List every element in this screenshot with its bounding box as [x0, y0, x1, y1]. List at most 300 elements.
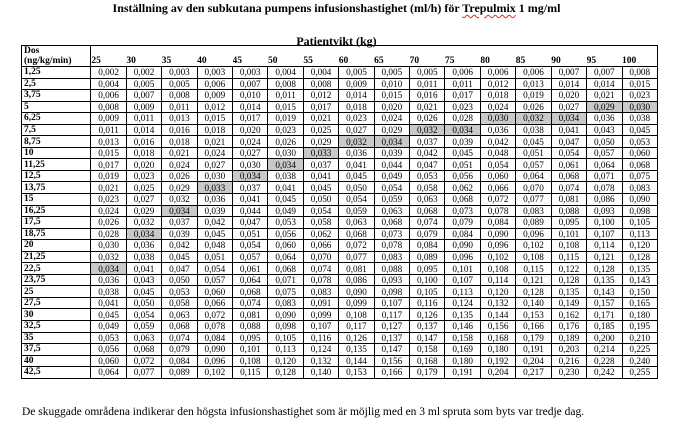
rate-cell: 0,005	[126, 78, 161, 90]
rate-cell: 0,135	[551, 286, 586, 298]
rate-cell: 0,210	[622, 332, 657, 344]
rate-cell: 0,023	[339, 113, 374, 125]
rate-cell: 0,098	[374, 286, 409, 298]
shaded-rate-cell: 0,029	[587, 101, 622, 113]
rate-cell: 0,072	[339, 240, 374, 252]
rate-cell: 0,018	[197, 124, 232, 136]
rate-cell: 0,150	[622, 286, 657, 298]
rate-cell: 0,128	[622, 251, 657, 263]
rate-cell: 0,003	[197, 67, 232, 79]
rate-cell: 0,068	[162, 321, 197, 333]
rate-cell: 0,135	[622, 263, 657, 275]
rate-cell: 0,043	[126, 274, 161, 286]
rate-cell: 0,051	[516, 147, 551, 159]
rate-cell: 0,014	[551, 78, 586, 90]
rate-cell: 0,068	[622, 159, 657, 171]
table-row	[22, 263, 658, 275]
rate-cell: 0,016	[126, 136, 161, 148]
rate-cell: 0,036	[197, 194, 232, 206]
rate-cell: 0,043	[587, 124, 622, 136]
rate-cell: 0,114	[480, 274, 515, 286]
dose-label-cell: 6,25	[22, 113, 91, 125]
rate-cell: 0,051	[197, 251, 232, 263]
rate-cell: 0,132	[303, 355, 338, 367]
rate-cell: 0,018	[339, 101, 374, 113]
rate-cell: 0,068	[445, 194, 480, 206]
rate-cell: 0,102	[480, 251, 515, 263]
rate-cell: 0,050	[162, 274, 197, 286]
rate-cell: 0,078	[480, 205, 515, 217]
rate-cell: 0,075	[268, 286, 303, 298]
rate-cell: 0,004	[268, 67, 303, 79]
rate-cell: 0,120	[268, 355, 303, 367]
rate-cell: 0,038	[516, 124, 551, 136]
rate-cell: 0,064	[91, 367, 126, 379]
rate-cell: 0,084	[162, 355, 197, 367]
rate-cell: 0,063	[374, 205, 409, 217]
rate-cell: 0,045	[268, 194, 303, 206]
rate-cell: 0,056	[91, 344, 126, 356]
rate-cell: 0,179	[516, 332, 551, 344]
rate-cell: 0,180	[445, 355, 480, 367]
shaded-rate-cell: 0,034	[551, 113, 586, 125]
rate-cell: 0,026	[410, 113, 445, 125]
rate-cell: 0,024	[197, 147, 232, 159]
rate-cell: 0,108	[480, 263, 515, 275]
rate-cell: 0,089	[410, 251, 445, 263]
rate-cell: 0,045	[622, 124, 657, 136]
rate-cell: 0,135	[445, 309, 480, 321]
rate-cell: 0,128	[551, 274, 586, 286]
rate-cell: 0,090	[445, 240, 480, 252]
header-row	[22, 46, 658, 67]
rate-cell: 0,107	[587, 228, 622, 240]
rate-cell: 0,012	[303, 90, 338, 102]
rate-cell: 0,058	[303, 217, 338, 229]
dose-label-cell: 13,75	[22, 182, 91, 194]
rate-cell: 0,189	[551, 332, 586, 344]
rate-cell: 0,030	[268, 147, 303, 159]
rate-cell: 0,075	[622, 170, 657, 182]
table-body	[22, 46, 658, 379]
dose-label-cell: 22,5	[22, 263, 91, 275]
weight-header-cell: 85	[516, 46, 551, 67]
rate-cell: 0,204	[480, 367, 515, 379]
rate-cell: 0,062	[445, 182, 480, 194]
rate-cell: 0,041	[551, 124, 586, 136]
rate-cell: 0,078	[587, 182, 622, 194]
rate-cell: 0,132	[480, 297, 515, 309]
weight-header-cell: 95	[587, 46, 622, 67]
rate-cell: 0,192	[480, 355, 515, 367]
rate-cell: 0,027	[339, 124, 374, 136]
rate-cell: 0,027	[126, 194, 161, 206]
rate-cell: 0,002	[91, 67, 126, 79]
rate-cell: 0,120	[480, 286, 515, 298]
table-row	[22, 240, 658, 252]
rate-cell: 0,078	[374, 240, 409, 252]
rate-cell: 0,020	[551, 90, 586, 102]
rate-cell: 0,066	[303, 240, 338, 252]
rate-cell: 0,083	[516, 205, 551, 217]
rate-cell: 0,036	[587, 113, 622, 125]
rate-cell: 0,135	[339, 344, 374, 356]
shaded-rate-cell: 0,030	[622, 101, 657, 113]
rate-cell: 0,108	[233, 355, 268, 367]
rate-cell: 0,084	[480, 217, 515, 229]
rate-cell: 0,096	[516, 228, 551, 240]
rate-cell: 0,090	[197, 344, 232, 356]
rate-cell: 0,050	[339, 182, 374, 194]
rate-cell: 0,058	[162, 297, 197, 309]
rate-cell: 0,025	[303, 124, 338, 136]
rate-cell: 0,228	[587, 355, 622, 367]
rate-cell: 0,037	[303, 159, 338, 171]
rate-cell: 0,073	[374, 228, 409, 240]
rate-cell: 0,054	[480, 159, 515, 171]
infusion-rate-table	[21, 45, 658, 379]
rate-cell: 0,008	[303, 78, 338, 90]
rate-cell: 0,006	[445, 67, 480, 79]
rate-cell: 0,083	[303, 286, 338, 298]
rate-cell: 0,072	[480, 194, 515, 206]
table-row	[22, 194, 658, 206]
rate-cell: 0,153	[339, 367, 374, 379]
rate-cell: 0,009	[197, 90, 232, 102]
rate-cell: 0,191	[516, 344, 551, 356]
rate-cell: 0,070	[516, 182, 551, 194]
rate-cell: 0,059	[126, 321, 161, 333]
rate-cell: 0,042	[197, 217, 232, 229]
rate-cell: 0,078	[197, 321, 232, 333]
rate-cell: 0,054	[233, 240, 268, 252]
rate-cell: 0,021	[197, 136, 232, 148]
rate-cell: 0,068	[268, 263, 303, 275]
rate-cell: 0,045	[339, 170, 374, 182]
rate-cell: 0,113	[445, 286, 480, 298]
rate-cell: 0,240	[622, 355, 657, 367]
rate-cell: 0,004	[91, 78, 126, 90]
rate-cell: 0,074	[303, 263, 338, 275]
rate-cell: 0,024	[233, 136, 268, 148]
rate-cell: 0,047	[233, 217, 268, 229]
shaded-rate-cell: 0,034	[91, 263, 126, 275]
dose-label-cell: 2,5	[22, 78, 91, 90]
rate-cell: 0,006	[480, 67, 515, 79]
rate-cell: 0,096	[197, 355, 232, 367]
dose-label-cell: 7,5	[22, 124, 91, 136]
weight-header-cell: 50	[268, 46, 303, 67]
weight-header-cell: 55	[303, 46, 338, 67]
title-prefix: Inställning av den subkutana pumpens infusionshastighet (ml/h) för	[112, 1, 463, 15]
rate-cell: 0,048	[197, 240, 232, 252]
rate-cell: 0,036	[126, 240, 161, 252]
table-row	[22, 101, 658, 113]
rate-cell: 0,089	[516, 217, 551, 229]
rate-cell: 0,200	[587, 332, 622, 344]
rate-cell: 0,018	[480, 90, 515, 102]
rate-cell: 0,156	[374, 355, 409, 367]
table-row	[22, 286, 658, 298]
rate-cell: 0,162	[551, 309, 586, 321]
rate-cell: 0,195	[622, 321, 657, 333]
rate-cell: 0,012	[480, 78, 515, 90]
rate-cell: 0,149	[551, 297, 586, 309]
rate-cell: 0,060	[480, 170, 515, 182]
rate-cell: 0,017	[303, 101, 338, 113]
table-row	[22, 182, 658, 194]
rate-cell: 0,029	[374, 124, 409, 136]
rate-cell: 0,068	[410, 205, 445, 217]
rate-cell: 0,116	[303, 332, 338, 344]
rate-cell: 0,045	[162, 251, 197, 263]
rate-cell: 0,066	[197, 297, 232, 309]
rate-cell: 0,015	[197, 113, 232, 125]
rate-cell: 0,019	[516, 90, 551, 102]
rate-cell: 0,179	[410, 367, 445, 379]
dose-label-cell: 15	[22, 194, 91, 206]
rate-cell: 0,004	[303, 67, 338, 79]
rate-cell: 0,135	[587, 274, 622, 286]
rate-cell: 0,016	[410, 90, 445, 102]
table-row	[22, 297, 658, 309]
rate-cell: 0,044	[233, 205, 268, 217]
rate-cell: 0,114	[587, 240, 622, 252]
rate-cell: 0,049	[374, 170, 409, 182]
rate-cell: 0,060	[622, 147, 657, 159]
rate-cell: 0,176	[551, 321, 586, 333]
dose-header-line2: (ng/kg/min)	[24, 56, 72, 66]
rate-cell: 0,023	[126, 170, 161, 182]
dose-label-cell: 10	[22, 147, 91, 159]
rate-cell: 0,054	[551, 147, 586, 159]
rate-cell: 0,185	[587, 321, 622, 333]
weight-header-cell: 35	[162, 46, 197, 67]
rate-cell: 0,088	[551, 205, 586, 217]
rate-cell: 0,073	[445, 205, 480, 217]
rate-cell: 0,120	[622, 240, 657, 252]
rate-cell: 0,095	[410, 263, 445, 275]
rate-cell: 0,168	[410, 355, 445, 367]
rate-cell: 0,115	[551, 251, 586, 263]
rate-cell: 0,045	[516, 136, 551, 148]
rate-cell: 0,077	[516, 194, 551, 206]
rate-cell: 0,117	[374, 309, 409, 321]
rate-cell: 0,008	[622, 67, 657, 79]
rate-cell: 0,029	[303, 136, 338, 148]
table-row	[22, 113, 658, 125]
rate-cell: 0,014	[126, 124, 161, 136]
rate-cell: 0,054	[339, 194, 374, 206]
rate-cell: 0,147	[374, 344, 409, 356]
rate-cell: 0,204	[516, 355, 551, 367]
rate-cell: 0,078	[303, 274, 338, 286]
rate-cell: 0,045	[126, 286, 161, 298]
rate-cell: 0,014	[587, 78, 622, 90]
rate-cell: 0,021	[410, 101, 445, 113]
rate-cell: 0,113	[622, 228, 657, 240]
rate-cell: 0,147	[410, 332, 445, 344]
rate-cell: 0,047	[162, 263, 197, 275]
rate-cell: 0,071	[587, 170, 622, 182]
rate-cell: 0,140	[516, 297, 551, 309]
rate-cell: 0,038	[91, 286, 126, 298]
rate-cell: 0,011	[268, 90, 303, 102]
rate-cell: 0,023	[91, 194, 126, 206]
rate-cell: 0,096	[445, 251, 480, 263]
rate-cell: 0,039	[197, 205, 232, 217]
rate-cell: 0,116	[410, 297, 445, 309]
rate-cell: 0,077	[126, 367, 161, 379]
weight-header-cell: 75	[445, 46, 480, 67]
rate-cell: 0,045	[303, 182, 338, 194]
rate-cell: 0,146	[445, 321, 480, 333]
rate-cell: 0,056	[268, 228, 303, 240]
rate-cell: 0,036	[339, 147, 374, 159]
rate-cell: 0,051	[233, 228, 268, 240]
dose-label-cell: 5	[22, 101, 91, 113]
rate-cell: 0,088	[374, 263, 409, 275]
document-title	[0, 1, 673, 16]
rate-cell: 0,101	[551, 228, 586, 240]
rate-cell: 0,020	[374, 101, 409, 113]
rate-cell: 0,016	[162, 124, 197, 136]
table-row	[22, 170, 658, 182]
rate-cell: 0,074	[162, 332, 197, 344]
rate-cell: 0,011	[445, 78, 480, 90]
rate-cell: 0,063	[339, 217, 374, 229]
rate-cell: 0,137	[410, 321, 445, 333]
rate-cell: 0,039	[374, 147, 409, 159]
rate-cell: 0,024	[480, 101, 515, 113]
rate-cell: 0,007	[233, 78, 268, 90]
rate-cell: 0,012	[197, 101, 232, 113]
rate-cell: 0,102	[197, 367, 232, 379]
rate-cell: 0,086	[339, 274, 374, 286]
rate-cell: 0,041	[268, 182, 303, 194]
rate-cell: 0,203	[551, 344, 586, 356]
rate-cell: 0,019	[91, 170, 126, 182]
rate-cell: 0,090	[268, 309, 303, 321]
rate-cell: 0,108	[339, 309, 374, 321]
rate-cell: 0,128	[516, 286, 551, 298]
rate-cell: 0,014	[339, 90, 374, 102]
rate-cell: 0,230	[551, 367, 586, 379]
table-row	[22, 136, 658, 148]
rate-cell: 0,028	[445, 113, 480, 125]
shaded-rate-cell: 0,030	[480, 113, 515, 125]
rate-cell: 0,180	[622, 309, 657, 321]
rate-cell: 0,083	[374, 251, 409, 263]
rate-cell: 0,074	[233, 297, 268, 309]
rate-cell: 0,068	[233, 286, 268, 298]
table-subtitle: Patientvikt (kg)	[296, 34, 377, 48]
rate-cell: 0,122	[551, 263, 586, 275]
rate-cell: 0,009	[91, 113, 126, 125]
shaded-rate-cell: 0,033	[197, 182, 232, 194]
weight-header-cell: 45	[233, 46, 268, 67]
dose-label-cell: 17,5	[22, 217, 91, 229]
dose-label-cell: 11,25	[22, 159, 91, 171]
rate-cell: 0,105	[268, 332, 303, 344]
shaded-rate-cell: 0,034	[233, 170, 268, 182]
dose-label-cell: 8,75	[22, 136, 91, 148]
rate-cell: 0,045	[445, 147, 480, 159]
rate-cell: 0,143	[587, 286, 622, 298]
dose-label-cell: 42,5	[22, 367, 91, 379]
weight-header-cell: 80	[480, 46, 515, 67]
rate-cell: 0,062	[303, 228, 338, 240]
rate-cell: 0,054	[126, 309, 161, 321]
table-row	[22, 344, 658, 356]
rate-cell: 0,003	[162, 67, 197, 79]
rate-cell: 0,053	[91, 332, 126, 344]
dose-label-cell: 1,25	[22, 67, 91, 79]
rate-cell: 0,023	[445, 101, 480, 113]
shaded-rate-cell: 0,033	[303, 147, 338, 159]
dose-label-cell: 25	[22, 286, 91, 298]
rate-cell: 0,049	[268, 205, 303, 217]
table-row	[22, 159, 658, 171]
rate-cell: 0,255	[622, 367, 657, 379]
rate-cell: 0,041	[233, 194, 268, 206]
rate-cell: 0,095	[233, 332, 268, 344]
rate-cell: 0,105	[410, 286, 445, 298]
rate-cell: 0,023	[622, 90, 657, 102]
rate-cell: 0,060	[268, 240, 303, 252]
rate-cell: 0,030	[91, 240, 126, 252]
table-row	[22, 251, 658, 263]
rate-cell: 0,165	[622, 297, 657, 309]
rate-cell: 0,063	[162, 309, 197, 321]
rate-cell: 0,011	[91, 124, 126, 136]
rate-cell: 0,083	[268, 297, 303, 309]
rate-cell: 0,191	[445, 367, 480, 379]
rate-cell: 0,009	[126, 101, 161, 113]
rate-cell: 0,047	[410, 159, 445, 171]
rate-cell: 0,027	[551, 101, 586, 113]
rate-cell: 0,023	[268, 124, 303, 136]
rate-cell: 0,025	[126, 182, 161, 194]
rate-cell: 0,011	[162, 101, 197, 113]
rate-cell: 0,013	[91, 136, 126, 148]
rate-cell: 0,039	[162, 228, 197, 240]
rate-cell: 0,128	[268, 367, 303, 379]
rate-cell: 0,048	[480, 147, 515, 159]
rate-cell: 0,090	[339, 286, 374, 298]
rate-cell: 0,057	[197, 274, 232, 286]
rate-cell: 0,225	[622, 344, 657, 356]
rate-cell: 0,017	[233, 113, 268, 125]
rate-cell: 0,128	[587, 263, 622, 275]
table-row	[22, 147, 658, 159]
rate-cell: 0,037	[162, 217, 197, 229]
rate-cell: 0,018	[126, 147, 161, 159]
rate-cell: 0,214	[587, 344, 622, 356]
table-row	[22, 78, 658, 90]
rate-cell: 0,084	[410, 240, 445, 252]
shaded-rate-cell: 0,034	[268, 159, 303, 171]
rate-cell: 0,081	[339, 263, 374, 275]
rate-cell: 0,014	[233, 101, 268, 113]
rate-cell: 0,041	[91, 297, 126, 309]
rate-cell: 0,107	[303, 321, 338, 333]
rate-cell: 0,017	[445, 90, 480, 102]
rate-cell: 0,166	[374, 367, 409, 379]
footnote: De skuggade områdena indikerar den högsta infusionshastighet som är möjlig med en 3 ml spruta som byts var tredje dag.	[22, 406, 585, 418]
dose-label-cell: 18,75	[22, 228, 91, 240]
rate-cell: 0,079	[410, 228, 445, 240]
